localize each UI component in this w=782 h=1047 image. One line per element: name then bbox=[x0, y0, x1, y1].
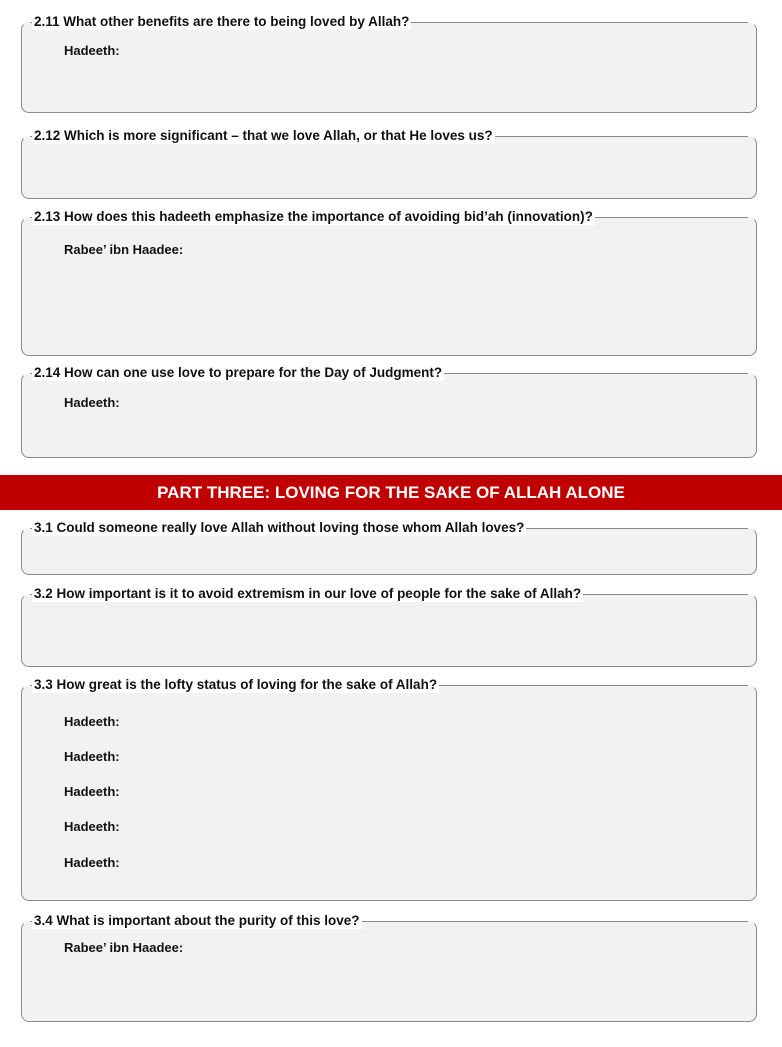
question-box-top-border bbox=[595, 217, 748, 218]
note-hadeeth-3: Hadeeth: bbox=[64, 784, 120, 799]
note-hadeeth-1: Hadeeth: bbox=[64, 714, 120, 729]
question-title-3-3: 3.3 How great is the lofty status of loving for the sake of Allah? bbox=[34, 677, 438, 692]
question-title-3-4: 3.4 What is important about the purity of this love? bbox=[34, 913, 360, 928]
question-title-2-12: 2.12 Which is more significant – that we love Allah, or that He loves us? bbox=[34, 128, 493, 143]
question-box-2-12[interactable] bbox=[21, 128, 757, 199]
question-box-top-border-lead bbox=[30, 136, 32, 137]
question-box-3-4[interactable] bbox=[21, 913, 757, 1022]
question-box-top-border-lead bbox=[30, 22, 32, 23]
question-box-top-border-lead bbox=[30, 528, 32, 529]
question-box-top-border bbox=[495, 136, 748, 137]
note-hadeeth: Hadeeth: bbox=[64, 43, 120, 58]
question-box-3-2[interactable] bbox=[21, 586, 757, 667]
question-box-top-border-lead bbox=[30, 685, 32, 686]
question-box-top-border bbox=[362, 921, 748, 922]
question-box-top-border-lead bbox=[30, 373, 32, 374]
part-three-banner bbox=[0, 475, 782, 510]
question-box-2-11[interactable] bbox=[21, 14, 757, 113]
note-hadeeth: Hadeeth: bbox=[64, 395, 120, 410]
question-box-3-3[interactable] bbox=[21, 677, 757, 901]
question-title-3-1: 3.1 Could someone really love Allah without loving those whom Allah loves? bbox=[34, 520, 525, 535]
question-box-top-border bbox=[526, 528, 748, 529]
question-box-top-border bbox=[444, 373, 748, 374]
note-hadeeth-2: Hadeeth: bbox=[64, 749, 120, 764]
question-title-2-13: 2.13 How does this hadeeth emphasize the importance of avoiding bid’ah (innovation)? bbox=[34, 209, 593, 224]
part-three-banner-title: PART THREE: LOVING FOR THE SAKE OF ALLAH ALONE bbox=[157, 482, 625, 502]
question-box-top-border-lead bbox=[30, 921, 32, 922]
question-title-2-11: 2.11 What other benefits are there to being loved by Allah? bbox=[34, 14, 410, 29]
question-box-3-1[interactable] bbox=[21, 520, 757, 575]
question-title-3-2: 3.2 How important is it to avoid extremism in our love of people for the sake of Allah? bbox=[34, 586, 582, 601]
question-box-2-14[interactable] bbox=[21, 365, 757, 458]
question-box-top-border-lead bbox=[30, 217, 32, 218]
note-rabee-ibn-haadee: Rabee’ ibn Haadee: bbox=[64, 242, 184, 257]
question-box-top-border bbox=[411, 22, 748, 23]
note-hadeeth-4: Hadeeth: bbox=[64, 819, 120, 834]
question-box-top-border-lead bbox=[30, 594, 32, 595]
question-title-2-14: 2.14 How can one use love to prepare for the Day of Judgment? bbox=[34, 365, 443, 380]
note-hadeeth-5: Hadeeth: bbox=[64, 855, 120, 870]
question-box-2-13[interactable] bbox=[21, 209, 757, 356]
question-box-top-border bbox=[583, 594, 748, 595]
question-box-top-border bbox=[439, 685, 748, 686]
note-rabee-ibn-haadee: Rabee’ ibn Haadee: bbox=[64, 940, 184, 955]
